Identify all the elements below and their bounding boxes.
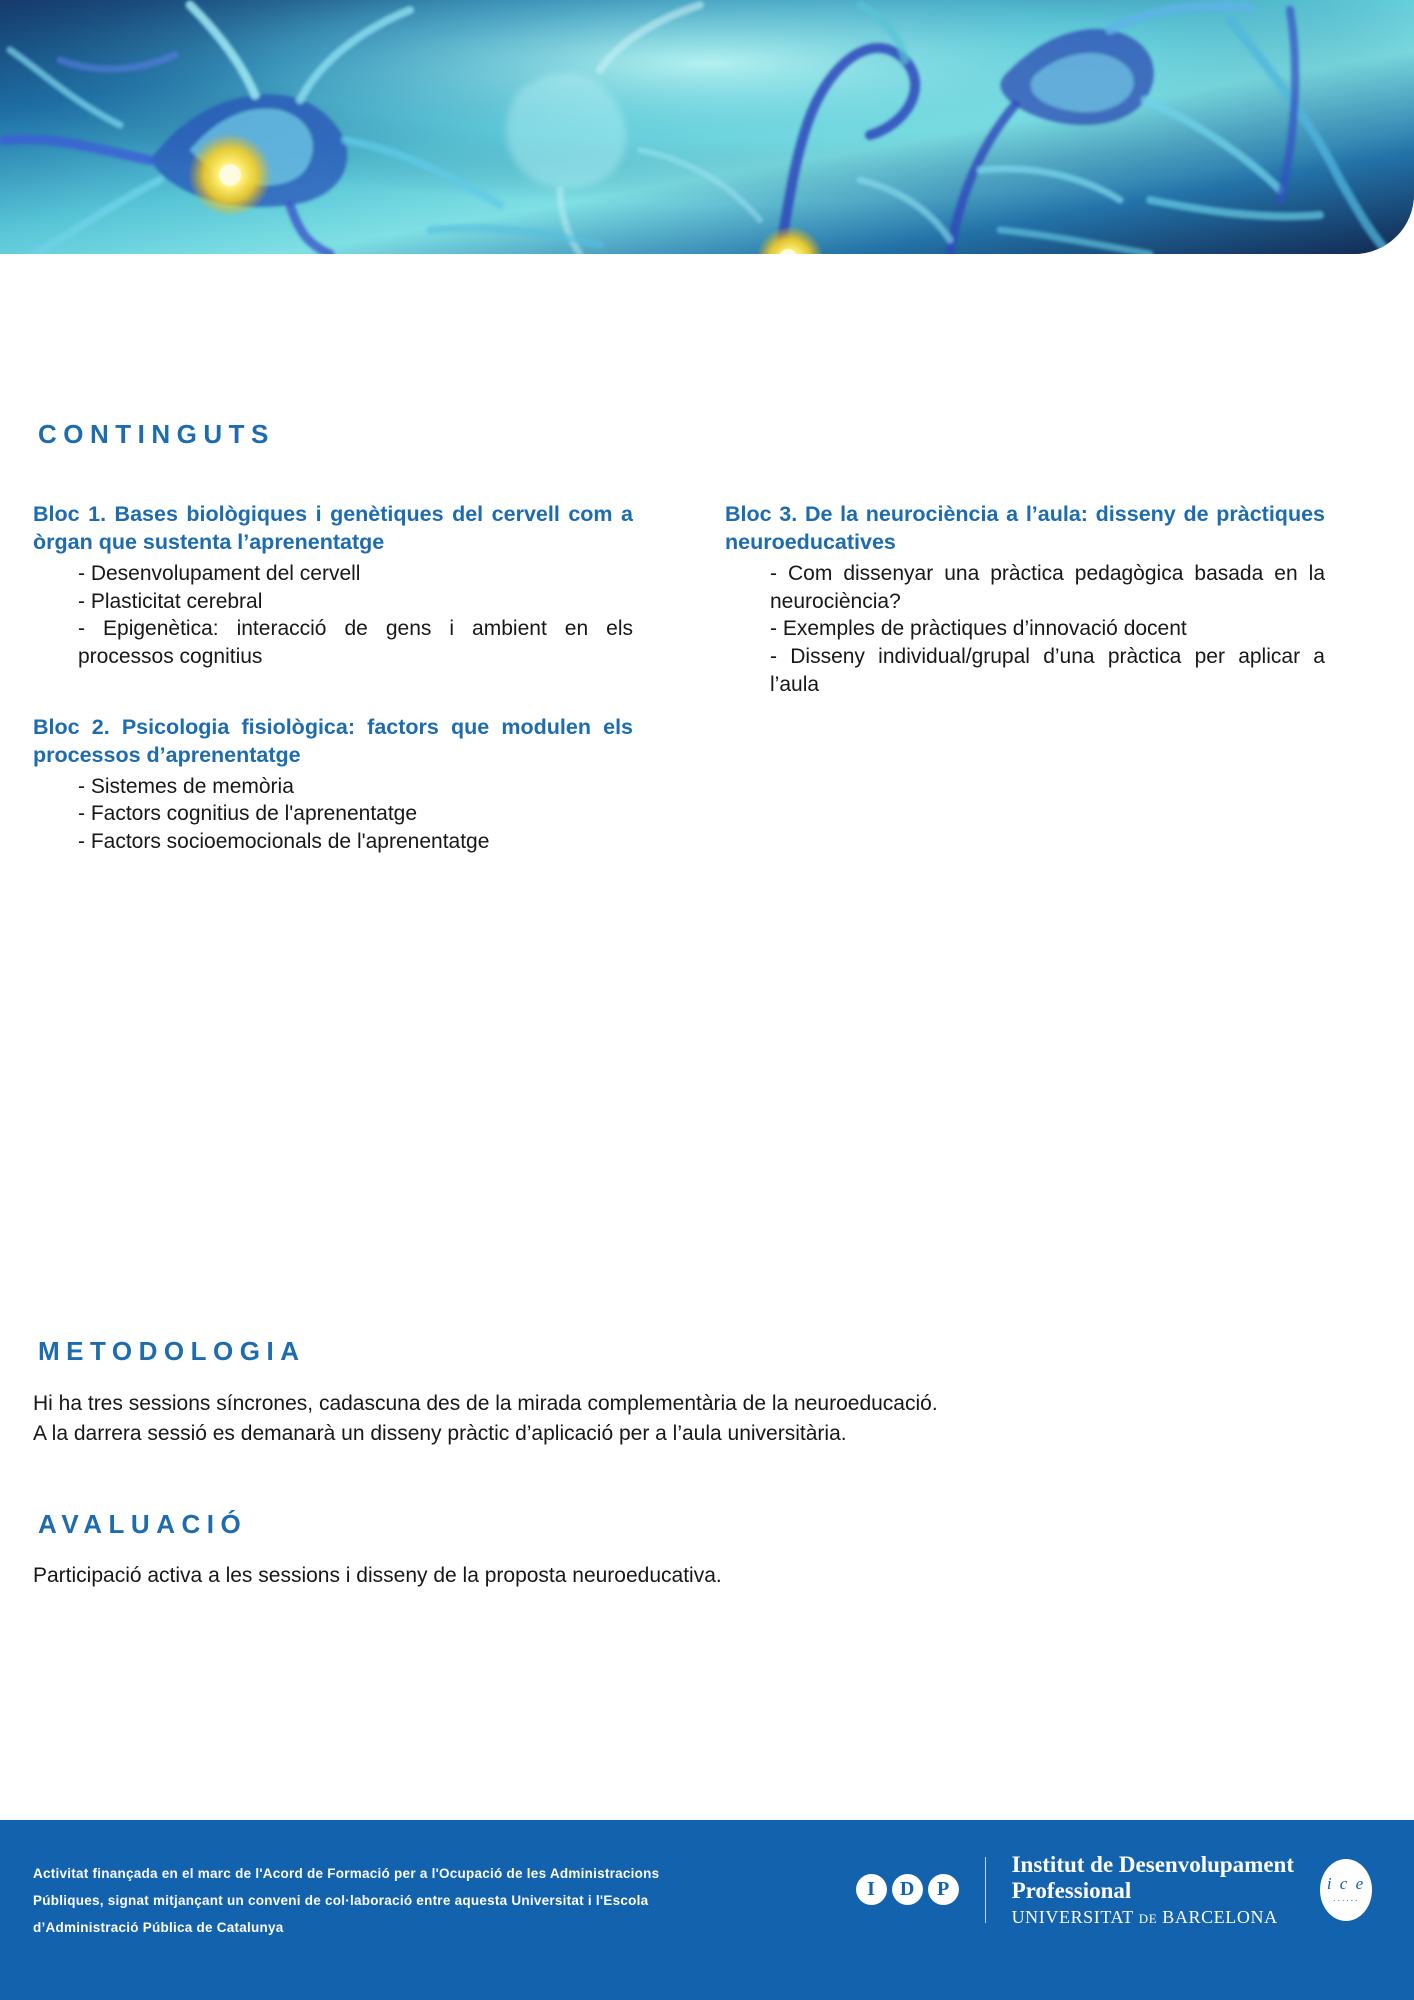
section-title-continguts: CONTINGUTS xyxy=(38,419,275,449)
ice-logo xyxy=(1320,1859,1372,1921)
metodologia-body xyxy=(33,1389,1233,1450)
bloc-3-items xyxy=(725,560,1325,699)
idp-logo xyxy=(856,1874,959,1905)
idp-letter-i: I xyxy=(856,1874,887,1905)
bloc-3-heading: Bloc 3. De la neurociència a l’aula: disseny de pràctiques neuroeducatives xyxy=(725,502,1325,554)
list-item: - Disseny individual/grupal d’una pràctica per aplicar a l’aula xyxy=(770,645,1325,696)
bloc-1 xyxy=(33,501,633,671)
institute-line-1: Institut de Desenvolupament xyxy=(1011,1852,1294,1877)
footer-funding-line-1: Activitat finançada en el marc de l'Acord de Formació per a l'Ocupació de les Administracions xyxy=(33,1866,660,1881)
idp-letter-p: P xyxy=(928,1874,959,1905)
metodologia-line-2: A la darrera sessió es demanarà un disseny pràctic d’aplicació per a l’aula universitària. xyxy=(33,1422,847,1446)
list-item: - Desenvolupament del cervell xyxy=(78,561,361,585)
bloc-2 xyxy=(33,714,633,856)
avaluacio-body xyxy=(33,1561,1233,1591)
metodologia-line-1: Hi ha tres sessions síncrones, cadascuna des de la mirada complementària de la neuroeducació. xyxy=(33,1392,938,1415)
university-main: UNIVERSITAT xyxy=(1011,1907,1134,1928)
list-item: - Plasticitat cerebral xyxy=(78,589,263,613)
university-de: DE xyxy=(1138,1911,1158,1927)
logo-divider xyxy=(985,1857,986,1923)
header-neuron-banner xyxy=(0,0,1414,254)
bloc-1-items xyxy=(33,560,633,671)
ub-logo-text xyxy=(1012,1852,1294,1928)
list-item: - Factors cognitius de l'aprenentatge xyxy=(78,802,418,826)
ice-letters: i c e xyxy=(1326,1874,1366,1894)
institute-line-2: Professional xyxy=(1011,1878,1132,1904)
bloc-2-heading: Bloc 2. Psicologia fisiològica: factors que modulen els processos d’aprenentatge xyxy=(33,714,633,767)
bloc-2-items xyxy=(33,773,633,856)
footer-funding-line-2: Públiques, signat mitjançant un conveni de col·laboració entre aquesta Universitat i l'Escola xyxy=(33,1893,649,1908)
section-title-avaluacio: AVALUACIÓ xyxy=(38,1509,248,1539)
continguts-left-column xyxy=(33,501,633,856)
bloc-3 xyxy=(725,501,1325,698)
continguts-columns xyxy=(33,501,1378,856)
ice-dots: ······ xyxy=(1332,1895,1360,1906)
university-city: BARCELONA xyxy=(1162,1907,1278,1928)
list-item: - Exemples de pràctiques d’innovació docent xyxy=(770,617,1187,641)
list-item: - Epigenètica: interacció de gens i ambient en els processos cognitius xyxy=(78,617,633,669)
section-title-metodologia: METODOLOGIA xyxy=(38,1336,306,1366)
avaluacio-line-1: Participació activa a les sessions i disseny de la proposta neuroeducativa. xyxy=(33,1564,722,1587)
neuron-illustration-icon xyxy=(0,0,1414,254)
list-item: - Sistemes de memòria xyxy=(78,774,294,798)
footer-funding-line-3: d’Administració Pública de Catalunya xyxy=(33,1920,284,1935)
continguts-right-column xyxy=(725,501,1325,856)
idp-letter-d: D xyxy=(892,1874,923,1905)
university-line xyxy=(1012,1907,1294,1928)
list-item: - Com dissenyar una pràctica pedagògica basada en la neurociència? xyxy=(770,561,1325,613)
bloc-1-heading: Bloc 1. Bases biològiques i genètiques del cervell com a òrgan que sustenta l’aprenentatge xyxy=(33,502,633,554)
page-footer xyxy=(0,1820,1414,2000)
list-item: - Factors socioemocionals de l'aprenentatge xyxy=(78,830,490,854)
footer-logos xyxy=(856,1852,1372,1928)
footer-funding-text xyxy=(33,1860,733,1941)
